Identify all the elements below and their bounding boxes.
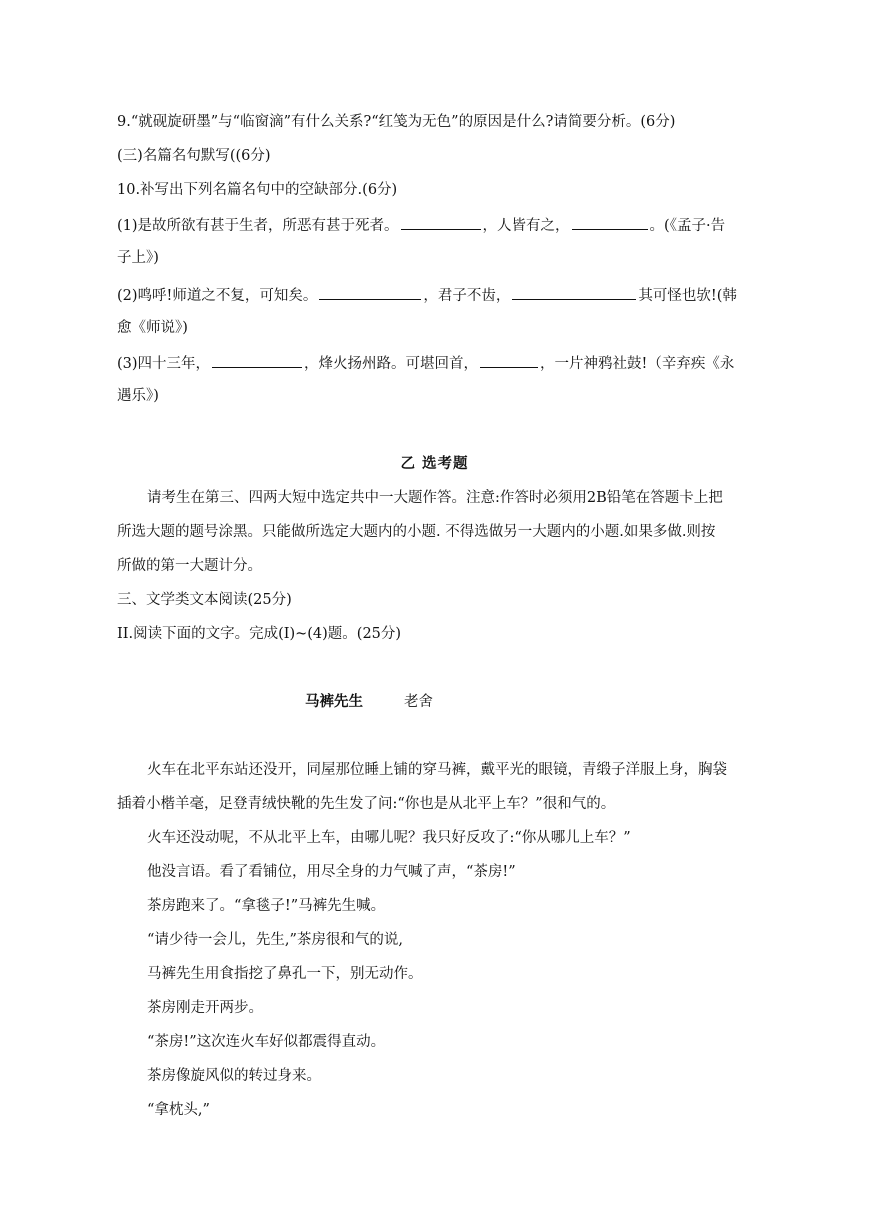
q10-3-text-c: ，一片神鸦社鼓!（辛弃疾《永 xyxy=(540,356,735,372)
story-paragraph: 茶房刚走开两步。 xyxy=(147,1000,263,1016)
q10-1-text-c: 。(《孟子·告 xyxy=(649,218,726,234)
question-11: II.阅读下面的文字。完成(I)~(4)题。(25分) xyxy=(117,626,402,642)
question-9: 9.“就砚旋研墨”与“临窗滴”有什么关系?“红笺为无色”的原因是什么?请简要分析。(6分) xyxy=(117,114,676,130)
story-paragraph: “茶房!”这次连火车好似都震得直动。 xyxy=(147,1034,386,1050)
q10-3-text-b: ，烽火扬州路。可堪回首， xyxy=(304,356,479,372)
q10-2-text-c: 其可怪也欤!(韩 xyxy=(638,288,737,304)
story-paragraph: 马裤先生用食指挖了鼻孔一下，别无动作。 xyxy=(147,966,423,982)
story-paragraph: 茶房像旋风似的转过身来。 xyxy=(147,1068,321,1084)
answer-blank xyxy=(401,214,481,230)
instructions-line-1: 请考生在第三、四两大短中选定共中一大题作答。注意:作答时必须用2B铅笔在答题卡上把 xyxy=(147,490,723,506)
story-paragraph: 插着小楷羊毫，足登青绒快靴的先生发了问:“你也是从北平上车？”很和气的。 xyxy=(117,796,616,812)
answer-blank xyxy=(480,352,538,368)
q10-1-text-b: ，人皆有之， xyxy=(482,218,570,234)
q10-2-text-a: (2)鸣呼!师道之不复，可知矣。 xyxy=(117,288,318,304)
answer-blank xyxy=(212,352,302,368)
question-10-3-cont: 遇乐》) xyxy=(117,388,159,404)
q10-2-text-b: ，君子不齿， xyxy=(423,288,511,304)
part-b-title: 乙 选考题 xyxy=(400,455,469,472)
question-10: 10.补写出下列名篇名句中的空缺部分.(6分) xyxy=(117,182,398,198)
section-literary-header: 三、文学类文本阅读(25分) xyxy=(117,592,292,608)
answer-blank xyxy=(512,284,636,300)
story-paragraph: 火车还没动呢，不从北平上车，由哪儿呢？我只好反攻了:“你从哪儿上车？” xyxy=(147,830,631,846)
story-paragraph: 茶房跑来了。“拿毯子!”马裤先生喊。 xyxy=(147,898,386,914)
question-10-3 xyxy=(117,352,769,374)
q10-1-text-a: (1)是故所欲有甚于生者，所恶有甚于死者。 xyxy=(117,218,399,234)
question-10-1-cont: 子上》) xyxy=(117,250,159,266)
story-paragraph: “拿枕头,” xyxy=(147,1102,210,1118)
story-paragraph: 他没言语。看了看铺位，用尽全身的力气喊了声，“茶房!” xyxy=(147,864,516,880)
instructions-line-2: 所选大题的题号涂黑。只能做所选定大题内的小题. 不得选做另一大题内的小题.如果多做.则按 xyxy=(117,524,716,540)
story-paragraph: “请少待一会儿，先生,”茶房很和气的说, xyxy=(147,932,404,948)
story-author: 老舍 xyxy=(404,694,433,710)
instructions-line-3: 所做的第一大题计分。 xyxy=(117,558,262,574)
answer-blank xyxy=(319,284,421,300)
section-3-header: (三)名篇名句默写((6分) xyxy=(117,148,271,164)
story-paragraph: 火车在北平东站还没开，同屋那位睡上铺的穿马裤，戴平光的眼镜，青缎子洋服上身，胸袋 xyxy=(147,762,727,778)
question-10-1 xyxy=(117,214,769,236)
answer-blank xyxy=(572,214,648,230)
question-10-2-cont: 愈《师说》) xyxy=(117,320,188,336)
question-10-2 xyxy=(117,284,769,306)
story-title: 马裤先生 xyxy=(305,693,363,710)
q10-3-text-a: (3)四十三年， xyxy=(117,356,211,372)
